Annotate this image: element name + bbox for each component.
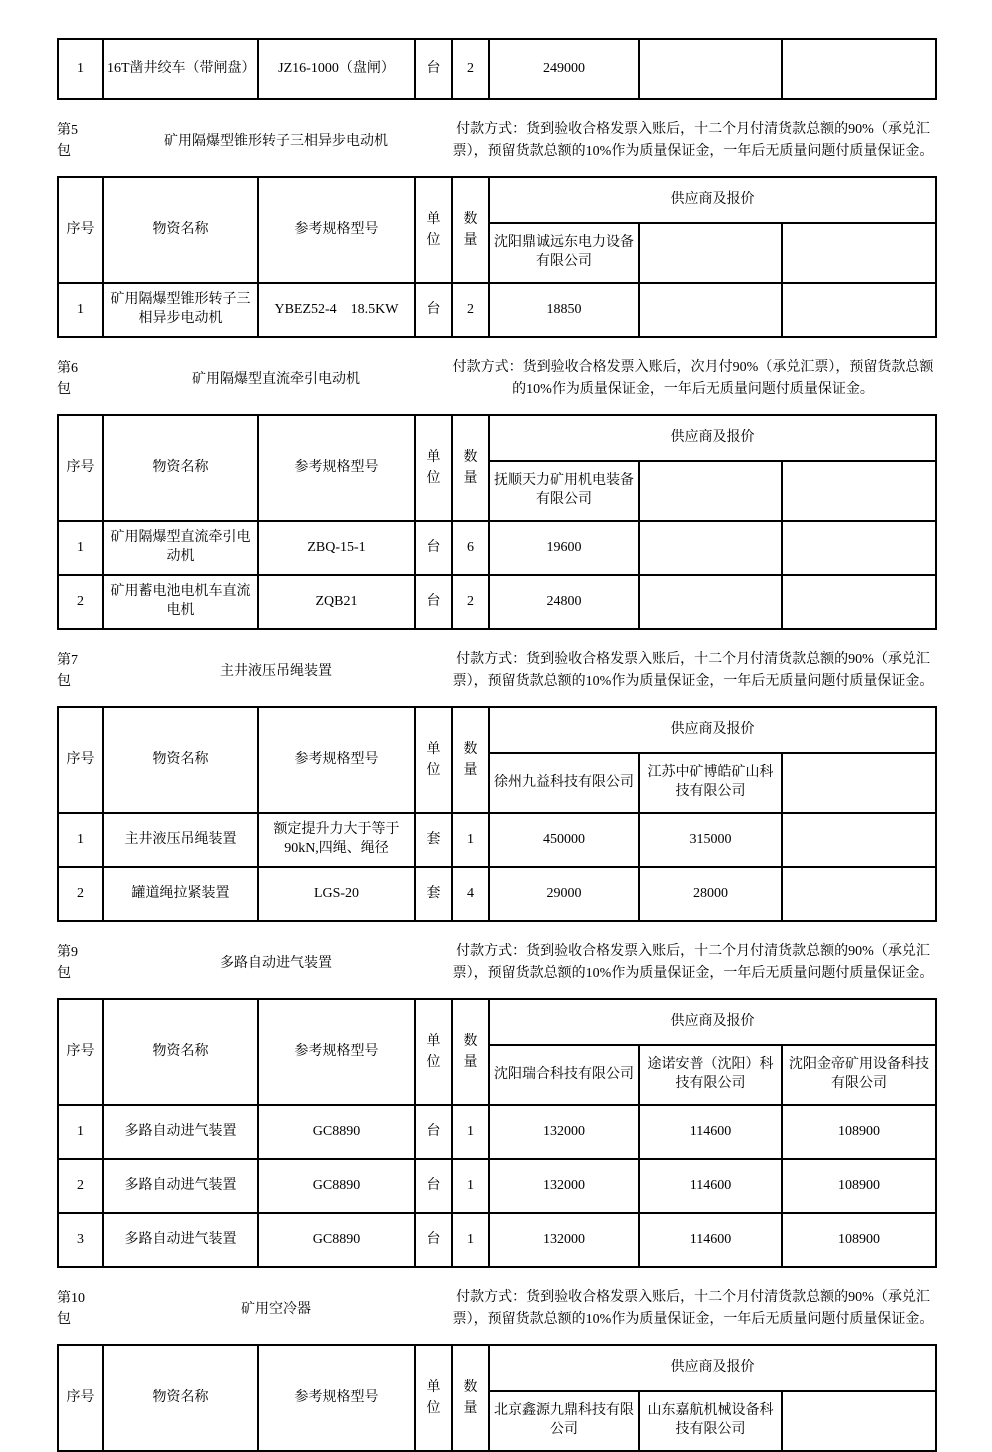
procurement-table	[57, 1344, 937, 1452]
seq-cell: 1	[58, 283, 103, 337]
spec-cell: ZBQ-15-1	[258, 521, 415, 575]
package-section-header	[57, 931, 935, 995]
spec-cell: LGS-20	[258, 867, 415, 921]
package-name: 多路自动进气装置	[220, 955, 332, 971]
price-cell: 108900	[782, 1159, 936, 1213]
package-label-text: 第9包	[57, 945, 78, 981]
column-header-seq: 序号	[58, 1345, 103, 1451]
name-cell: 矿用蓄电池电机车直流电机	[103, 575, 258, 629]
unit-cell: 台	[415, 1213, 452, 1267]
procurement-table	[57, 176, 937, 338]
seq-cell: 1	[58, 39, 103, 99]
column-header-qty	[452, 415, 489, 521]
package-name: 矿用空冷器	[241, 1301, 311, 1317]
column-header-spec: 参考规格型号	[258, 415, 415, 521]
price-cell	[639, 39, 782, 99]
procurement-table	[57, 998, 937, 1268]
price-cell: 108900	[782, 1105, 936, 1159]
column-header-suppliers: 供应商及报价	[489, 707, 936, 753]
name-cell: 罐道绳拉紧装置	[103, 867, 258, 921]
seq-cell: 2	[58, 575, 103, 629]
payment-terms: 付款方式：货到验收合格发票入账后，十二个月付清货款总额的90%（承兑汇票），预留货款总额的10%作为质量保证金，一年后无质量问题付质量保证金。	[452, 944, 934, 981]
qty-cell: 2	[452, 283, 489, 337]
unit-cell: 台	[415, 39, 452, 99]
column-header-suppliers: 供应商及报价	[489, 415, 936, 461]
price-cell: 315000	[639, 813, 782, 867]
column-header-seq: 序号	[58, 707, 103, 813]
price-cell: 114600	[639, 1213, 782, 1267]
package-name: 主井液压吊绳装置	[220, 663, 332, 679]
price-cell	[782, 283, 936, 337]
price-cell	[639, 521, 782, 575]
package-section-header	[57, 1277, 935, 1341]
column-header-qty	[452, 177, 489, 283]
spec-cell: GC8890	[258, 1159, 415, 1213]
seq-cell: 1	[58, 813, 103, 867]
supplier-name-cell	[782, 753, 936, 813]
qty-cell: 1	[452, 1105, 489, 1159]
column-header-name: 物资名称	[103, 415, 258, 521]
unit-cell: 台	[415, 283, 452, 337]
seq-cell: 2	[58, 1159, 103, 1213]
table-row	[58, 283, 936, 337]
price-cell	[782, 813, 936, 867]
seq-cell: 3	[58, 1213, 103, 1267]
column-header-name: 物资名称	[103, 707, 258, 813]
supplier-name-cell: 途诺安普（沈阳）科技有限公司	[639, 1045, 782, 1105]
package-label	[57, 650, 101, 692]
unit-cell: 套	[415, 813, 452, 867]
qty-cell: 6	[452, 521, 489, 575]
spec-cell: GC8890	[258, 1213, 415, 1267]
supplier-name-cell	[782, 1391, 936, 1451]
seq-cell: 1	[58, 521, 103, 575]
column-header-qty-text: 数量	[463, 450, 478, 486]
column-header-unit-text: 单位	[426, 1380, 441, 1416]
spec-cell: YBEZ52-4 18.5KW	[258, 283, 415, 337]
package-section-header	[57, 347, 935, 411]
qty-cell: 1	[452, 813, 489, 867]
payment-terms: 付款方式：货到验收合格发票入账后，十二个月付清货款总额的90%（承兑汇票），预留货款总额的10%作为质量保证金，一年后无质量问题付质量保证金。	[452, 122, 934, 159]
price-cell: 24800	[489, 575, 639, 629]
column-header-spec: 参考规格型号	[258, 999, 415, 1105]
unit-cell: 台	[415, 521, 452, 575]
supplier-name-cell: 北京鑫源九鼎科技有限公司	[489, 1391, 639, 1451]
price-cell	[639, 575, 782, 629]
column-header-seq: 序号	[58, 415, 103, 521]
seq-cell: 1	[58, 1105, 103, 1159]
qty-cell: 4	[452, 867, 489, 921]
column-header-suppliers: 供应商及报价	[489, 1345, 936, 1391]
column-header-qty-text: 数量	[463, 742, 478, 778]
price-cell	[639, 283, 782, 337]
package-label	[57, 942, 101, 984]
table-row	[58, 867, 936, 921]
column-header-unit	[415, 1345, 452, 1451]
column-header-suppliers: 供应商及报价	[489, 999, 936, 1045]
procurement-table	[57, 706, 937, 922]
table-row	[58, 1105, 936, 1159]
unit-cell: 台	[415, 1159, 452, 1213]
column-header-unit-text: 单位	[426, 450, 441, 486]
price-cell: 18850	[489, 283, 639, 337]
package-label-text: 第10包	[57, 1291, 85, 1327]
package-label-text: 第6包	[57, 361, 78, 397]
package-label-text: 第7包	[57, 653, 78, 689]
price-cell	[782, 39, 936, 99]
column-header-suppliers: 供应商及报价	[489, 177, 936, 223]
payment-terms: 付款方式：货到验收合格发票入账后，次月付90%（承兑汇票），预留货款总额的10%作为质量保证金，一年后无质量问题付质量保证金。	[452, 360, 934, 397]
column-header-qty	[452, 999, 489, 1105]
column-header-name: 物资名称	[103, 999, 258, 1105]
name-cell: 16T凿井绞车（带闸盘）	[103, 39, 258, 99]
price-cell: 450000	[489, 813, 639, 867]
column-header-qty-text: 数量	[463, 1034, 478, 1070]
price-cell: 108900	[782, 1213, 936, 1267]
unit-cell: 台	[415, 1105, 452, 1159]
supplier-name-cell	[782, 223, 936, 283]
spec-cell: 额定提升力大于等于90kN,四绳、绳径	[258, 813, 415, 867]
package-name: 矿用隔爆型锥形转子三相异步电动机	[164, 133, 388, 149]
name-cell: 矿用隔爆型直流牵引电动机	[103, 521, 258, 575]
package-label	[57, 120, 101, 162]
column-header-qty	[452, 707, 489, 813]
price-cell: 114600	[639, 1159, 782, 1213]
table-row	[58, 39, 936, 99]
table-header-row	[58, 707, 936, 753]
column-header-seq: 序号	[58, 177, 103, 283]
column-header-unit	[415, 999, 452, 1105]
table-row	[58, 575, 936, 629]
qty-cell: 2	[452, 39, 489, 99]
supplier-name-cell	[639, 461, 782, 521]
package-label	[57, 358, 101, 400]
supplier-name-cell: 沈阳瑞合科技有限公司	[489, 1045, 639, 1105]
column-header-spec: 参考规格型号	[258, 177, 415, 283]
price-cell	[782, 867, 936, 921]
table-header-row	[58, 415, 936, 461]
unit-cell: 台	[415, 575, 452, 629]
package-name: 矿用隔爆型直流牵引电动机	[192, 371, 360, 387]
column-header-seq: 序号	[58, 999, 103, 1105]
seq-cell: 2	[58, 867, 103, 921]
qty-cell: 1	[452, 1213, 489, 1267]
table-header-row	[58, 1345, 936, 1391]
spec-cell: GC8890	[258, 1105, 415, 1159]
package-label-text: 第5包	[57, 123, 78, 159]
table-row	[58, 813, 936, 867]
column-header-unit-text: 单位	[426, 212, 441, 248]
unit-cell: 套	[415, 867, 452, 921]
column-header-unit	[415, 415, 452, 521]
spec-cell: ZQB21	[258, 575, 415, 629]
column-header-qty-text: 数量	[463, 212, 478, 248]
column-header-name: 物资名称	[103, 1345, 258, 1451]
table-row	[58, 521, 936, 575]
price-cell: 28000	[639, 867, 782, 921]
package-label	[57, 1288, 101, 1330]
column-header-unit-text: 单位	[426, 1034, 441, 1070]
column-header-spec: 参考规格型号	[258, 707, 415, 813]
supplier-name-cell: 徐州九益科技有限公司	[489, 753, 639, 813]
supplier-name-cell: 沈阳金帝矿用设备科技有限公司	[782, 1045, 936, 1105]
package-section-header	[57, 639, 935, 703]
spec-cell: JZ16-1000（盘闸）	[258, 39, 415, 99]
package-section-header	[57, 109, 935, 173]
column-header-spec: 参考规格型号	[258, 1345, 415, 1451]
table-header-row	[58, 999, 936, 1045]
name-cell: 多路自动进气装置	[103, 1105, 258, 1159]
name-cell: 多路自动进气装置	[103, 1213, 258, 1267]
supplier-name-cell	[639, 223, 782, 283]
partial-table-top	[57, 38, 937, 100]
procurement-table	[57, 414, 937, 630]
price-cell: 249000	[489, 39, 639, 99]
name-cell: 多路自动进气装置	[103, 1159, 258, 1213]
price-cell: 132000	[489, 1105, 639, 1159]
qty-cell: 2	[452, 575, 489, 629]
column-header-name: 物资名称	[103, 177, 258, 283]
payment-terms: 付款方式：货到验收合格发票入账后，十二个月付清货款总额的90%（承兑汇票），预留货款总额的10%作为质量保证金，一年后无质量问题付质量保证金。	[452, 1290, 934, 1327]
price-cell: 114600	[639, 1105, 782, 1159]
supplier-name-cell: 山东嘉航机械设备科技有限公司	[639, 1391, 782, 1451]
supplier-name-cell: 沈阳鼎诚远东电力设备有限公司	[489, 223, 639, 283]
table-row	[58, 1213, 936, 1267]
price-cell: 132000	[489, 1159, 639, 1213]
supplier-name-cell	[782, 461, 936, 521]
name-cell: 主井液压吊绳装置	[103, 813, 258, 867]
column-header-qty-text: 数量	[463, 1380, 478, 1416]
price-cell: 29000	[489, 867, 639, 921]
supplier-name-cell: 抚顺天力矿用机电装备有限公司	[489, 461, 639, 521]
name-cell: 矿用隔爆型锥形转子三相异步电动机	[103, 283, 258, 337]
table-row	[58, 1159, 936, 1213]
column-header-unit	[415, 177, 452, 283]
price-cell	[782, 575, 936, 629]
qty-cell: 1	[452, 1159, 489, 1213]
payment-terms: 付款方式：货到验收合格发票入账后，十二个月付清货款总额的90%（承兑汇票），预留货款总额的10%作为质量保证金，一年后无质量问题付质量保证金。	[452, 652, 934, 689]
column-header-unit	[415, 707, 452, 813]
price-cell	[782, 521, 936, 575]
price-cell: 19600	[489, 521, 639, 575]
table-header-row	[58, 177, 936, 223]
column-header-unit-text: 单位	[426, 742, 441, 778]
column-header-qty	[452, 1345, 489, 1451]
supplier-name-cell: 江苏中矿博皓矿山科技有限公司	[639, 753, 782, 813]
price-cell: 132000	[489, 1213, 639, 1267]
